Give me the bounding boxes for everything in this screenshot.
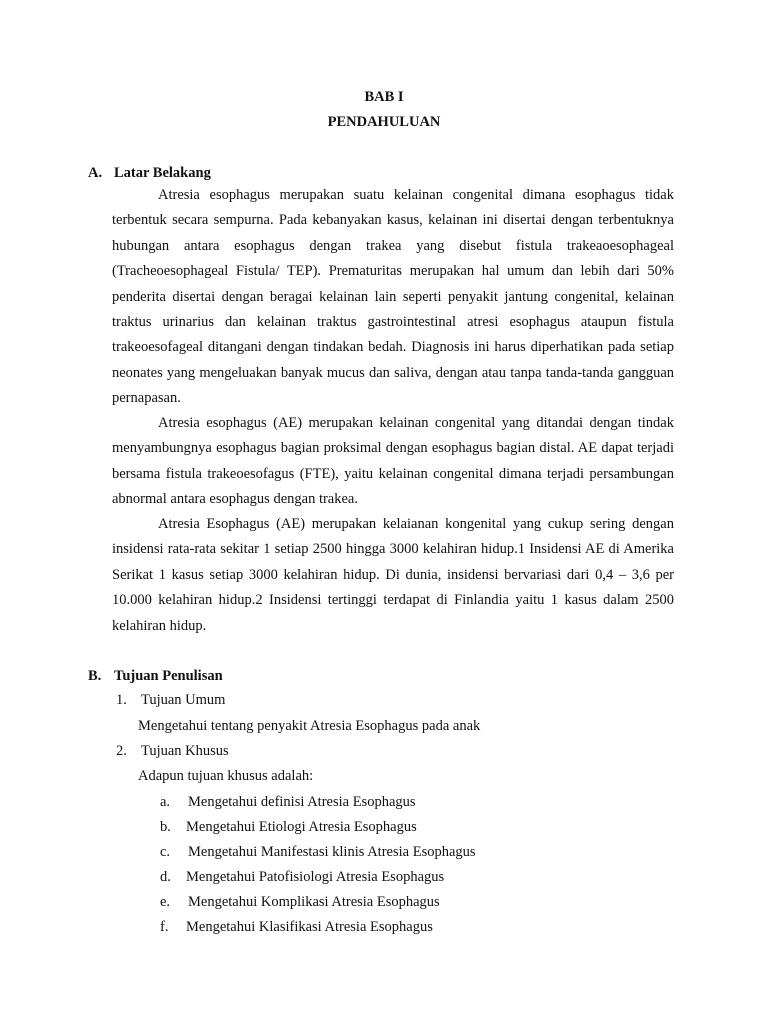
section-b-title: Tujuan Penulisan bbox=[114, 668, 223, 684]
list-item-text: Mengetahui Etiologi Atresia Esophagus bbox=[186, 819, 417, 835]
list-item-marker: d. bbox=[160, 869, 171, 885]
list-item-text: Mengetahui Manifestasi klinis Atresia Esophagus bbox=[188, 844, 476, 860]
subsection-1-text: Mengetahui tentang penyakit Atresia Esophagus pada anak bbox=[138, 718, 481, 734]
paragraph-2: Atresia esophagus (AE) merupakan kelainan congenital yang ditandai dengan tindak menyambungnya esophagus bagian proksimal dengan esophagus bagian distal. AE dapat terjadi bersama fistula trakeoesofagus (FTE), yaitu kelainan congenital dimana terjadi persambungan abnormal antara esophagus dengan trakea. bbox=[112, 415, 674, 508]
section-a-title: Latar Belakang bbox=[114, 165, 211, 181]
paragraph-1: Atresia esophagus merupakan suatu kelainan congenital dimana esophagus tidak terbentuk secara sempurna. Pada kebanyakan kasus, kelainan ini disertai dengan terbentuknya hubungan antara esophagus dengan trakea yang disebut fistula trakeaoesophageal (Tracheoesophageal Fistula/ TEP). Prematuritas merupakan hal umum dan lebih dari 50% penderita disertai dengan beragai kelainan lain seperti penyakit jantung congenital, kelainan traktus urinarius dan kelainan traktus gastrointestinal atresi esophagus ataupun fistula trakeoesofageal ditangani dengan tindakan bedah. Diagnosis ini harus diperhatikan pada setiap neonates yang mengeluakan banyak mucus dan saliva, dengan atau tanpa tanda-tanda gangguan pernapasan. bbox=[112, 187, 674, 407]
subsection-1 bbox=[116, 691, 225, 709]
list-item bbox=[160, 893, 440, 911]
list-item bbox=[160, 868, 444, 886]
section-b-number: B. bbox=[88, 668, 102, 684]
subsection-1-number: 1. bbox=[116, 692, 127, 708]
section-a-number: A. bbox=[88, 165, 103, 181]
subsection-2-intro: Adapun tujuan khusus adalah: bbox=[138, 768, 314, 784]
list-item-text: Mengetahui Patofisiologi Atresia Esophagus bbox=[186, 869, 445, 885]
subsection-1-title: Tujuan Umum bbox=[141, 692, 226, 708]
section-a-heading bbox=[88, 164, 211, 182]
subsection-2-number: 2. bbox=[116, 743, 127, 759]
list-item-marker: c. bbox=[160, 844, 171, 860]
list-item bbox=[160, 843, 476, 861]
list-item-text: Mengetahui Komplikasi Atresia Esophagus bbox=[188, 894, 440, 910]
chapter-title: PENDAHULUAN bbox=[327, 114, 441, 130]
section-b-heading bbox=[88, 667, 223, 685]
subsection-2-title: Tujuan Khusus bbox=[141, 743, 229, 759]
list-item-marker: f. bbox=[160, 919, 169, 935]
list-item-marker: b. bbox=[160, 819, 171, 835]
paragraph-3: Atresia Esophagus (AE) merupakan kelaianan kongenital yang cukup sering dengan insidensi rata-rata sekitar 1 setiap 2500 hingga 3000 kelahiran hidup.1 Insidensi AE di Amerika Serikat 1 kasus setiap 3000 kelahiran hidup. Di dunia, insidensi bervariasi dari 0,4 – 3,6 per 10.000 kelahiran hidup.2 Insidensi tertinggi terdapat di Finlandia yaitu 1 kasus dalam 2500 kelahiran hidup. bbox=[112, 516, 674, 634]
list-item-text: Mengetahui Klasifikasi Atresia Esophagus bbox=[186, 919, 433, 935]
subsection-2 bbox=[116, 742, 229, 760]
list-item bbox=[160, 793, 416, 811]
list-item-marker: e. bbox=[160, 894, 171, 910]
chapter-number: BAB I bbox=[364, 89, 404, 105]
list-item bbox=[160, 818, 417, 836]
list-item bbox=[160, 918, 433, 936]
list-item-marker: a. bbox=[160, 794, 171, 810]
list-item-text: Mengetahui definisi Atresia Esophagus bbox=[188, 794, 416, 810]
